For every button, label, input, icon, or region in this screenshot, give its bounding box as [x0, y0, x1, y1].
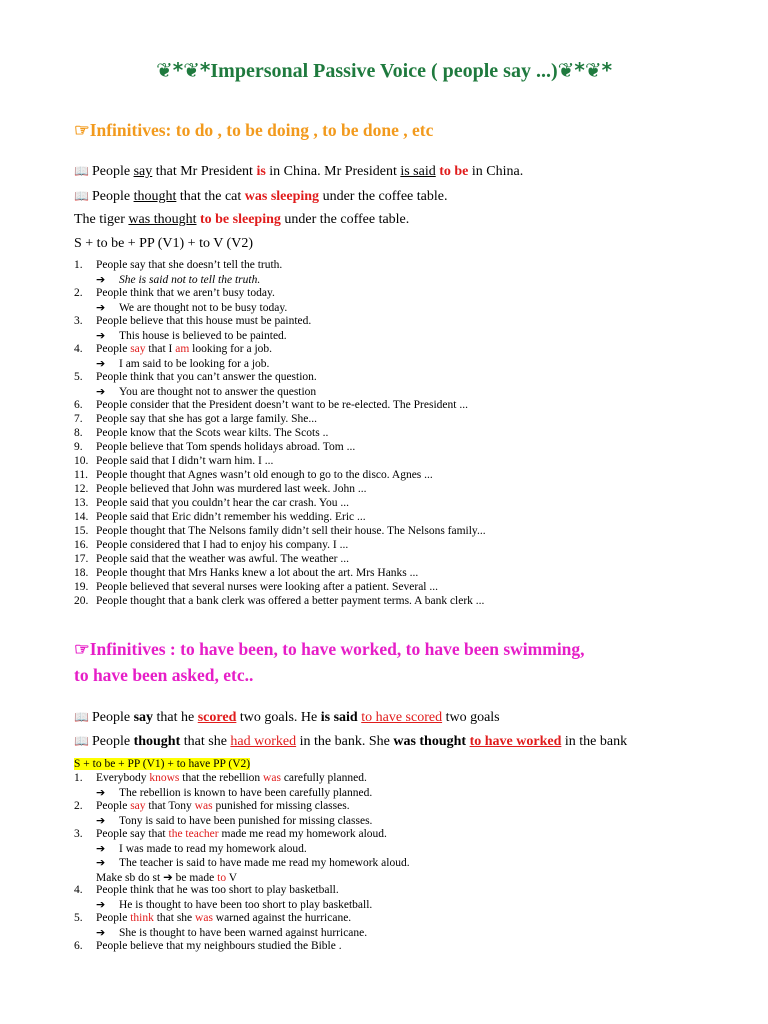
arrow-icon: ➔: [96, 357, 106, 370]
arrow-icon: ➔: [96, 273, 106, 286]
answer-line: ➔ This house is believed to be painted.: [96, 329, 287, 342]
book-icon: 📖: [74, 734, 89, 748]
answer-line: ➔ She is said not to tell the truth.: [96, 273, 261, 286]
arrow-icon: ➔: [163, 870, 173, 884]
arrow-icon: ➔: [96, 329, 106, 342]
answer-line: ➔ The rebellion is known to have been carefully planned.: [96, 786, 373, 799]
answer-line: ➔ Tony is said to have been punished for missing classes.: [96, 814, 373, 827]
book-icon: 📖: [74, 189, 89, 203]
list-item: 18. People thought that Mrs Hanks knew a lot about the art. Mrs Hanks ...: [74, 567, 419, 579]
book-icon: 📖: [74, 710, 89, 724]
flower-decoration-icon: ❦*❦*: [155, 58, 211, 82]
list-item: 2. People think that we aren’t busy today.: [74, 287, 275, 299]
list-item: 11. People thought that Agnes wasn’t old enough to go to the disco. Agnes ...: [74, 469, 433, 481]
list-item: 3. People believe that this house must be painted.: [74, 315, 312, 327]
flower-decoration-icon: ❦*❦*: [557, 58, 613, 82]
list-item: 10. People said that I didn’t warn him. I ...: [74, 455, 274, 467]
list-item: 15. People thought that The Nelsons family didn’t sell their house. The Nelsons family...: [74, 525, 486, 537]
list-item: 5. People think that you can’t answer the question.: [74, 371, 317, 383]
list-item: 5. People think that she was warned against the hurricane.: [74, 912, 352, 924]
example-line: 📖 People thought that she had worked in the bank. She was thought to have worked in the bank: [74, 734, 628, 749]
list-item: 19. People believed that several nurses were looking after a patient. Several ...: [74, 581, 438, 593]
answer-line: ➔ You are thought not to answer the question: [96, 385, 317, 398]
list-item: 12. People believed that John was murdered last week. John ...: [74, 483, 367, 495]
answer-line: ➔ He is thought to have been too short to play basketball.: [96, 898, 373, 911]
list-item: 3. People say that the teacher made me read my homework aloud.: [74, 828, 387, 840]
arrow-icon: ➔: [96, 898, 106, 911]
answer-line: ➔ We are thought not to be busy today.: [96, 301, 288, 314]
list-item: 2. People say that Tony was punished for missing classes.: [74, 800, 350, 812]
formula-highlighted: S + to be + PP (V1) + to have PP (V2): [74, 758, 251, 770]
arrow-icon: ➔: [96, 856, 106, 869]
list-item: 4. People say that I am looking for a job.: [74, 343, 273, 355]
list-item: 6. People believe that my neighbours studied the Bible .: [74, 940, 342, 952]
list-item: 8. People know that the Scots wear kilts. The Scots ..: [74, 427, 329, 439]
list-item: 1. People say that she doesn’t tell the truth.: [74, 259, 283, 271]
page-title: [0, 58, 768, 83]
section2-heading: ☞Infinitives : to have been, to have worked, to have been swimming, to have been asked, etc..: [74, 639, 585, 685]
list-item: 14. People said that Eric didn’t remember his wedding. Eric ...: [74, 511, 366, 523]
answer-line: ➔ I am said to be looking for a job.: [96, 357, 270, 370]
list-item: 16. People considered that I had to enjoy his company. I ...: [74, 539, 349, 551]
list-item: 7. People say that she has got a large family. She...: [74, 413, 318, 425]
title-text: Impersonal Passive Voice ( people say ...): [210, 60, 558, 82]
answer-line: ➔ She is thought to have been warned against hurricane.: [96, 926, 368, 939]
list-item: 1. Everybody knows that the rebellion was carefully planned.: [74, 772, 367, 784]
arrow-icon: ➔: [96, 301, 106, 314]
example-line: 📖 People say that Mr President is in China. Mr President is said to be in China.: [74, 164, 524, 179]
answer-line: ➔ I was made to read my homework aloud.: [96, 842, 307, 855]
example-line: 📖 People thought that the cat was sleeping under the coffee table.: [74, 189, 448, 204]
list-item: 20. People thought that a bank clerk was offered a better payment terms. A bank clerk ...: [74, 595, 485, 607]
arrow-icon: ➔: [96, 814, 106, 827]
arrow-icon: ➔: [96, 842, 106, 855]
list-item: 4. People think that he was too short to play basketball.: [74, 884, 339, 896]
book-icon: 📖: [74, 164, 89, 178]
list-item: 13. People said that you couldn’t hear the car crash. You ...: [74, 497, 350, 509]
section1-heading: ☞Infinitives: to do , to be doing , to be done , etc: [74, 120, 434, 140]
list-item: 6. People consider that the President doesn’t want to be re-elected. The President ...: [74, 399, 468, 411]
formula: S + to be + PP (V1) + to V (V2): [74, 236, 253, 251]
list-item: 17. People said that the weather was awful. The weather ...: [74, 553, 350, 565]
grammar-note: Make sb do st ➔ be made to V: [96, 870, 238, 884]
list-item: 9. People believe that Tom spends holidays abroad. Tom ...: [74, 441, 356, 453]
answer-line: ➔ The teacher is said to have made me read my homework aloud.: [96, 856, 410, 869]
arrow-icon: ➔: [96, 926, 106, 939]
example-line: The tiger was thought to be sleeping under the coffee table.: [74, 212, 410, 227]
arrow-icon: ➔: [96, 786, 106, 799]
example-line: 📖 People say that he scored two goals. He is said to have scored two goals: [74, 710, 500, 725]
arrow-icon: ➔: [96, 385, 106, 398]
